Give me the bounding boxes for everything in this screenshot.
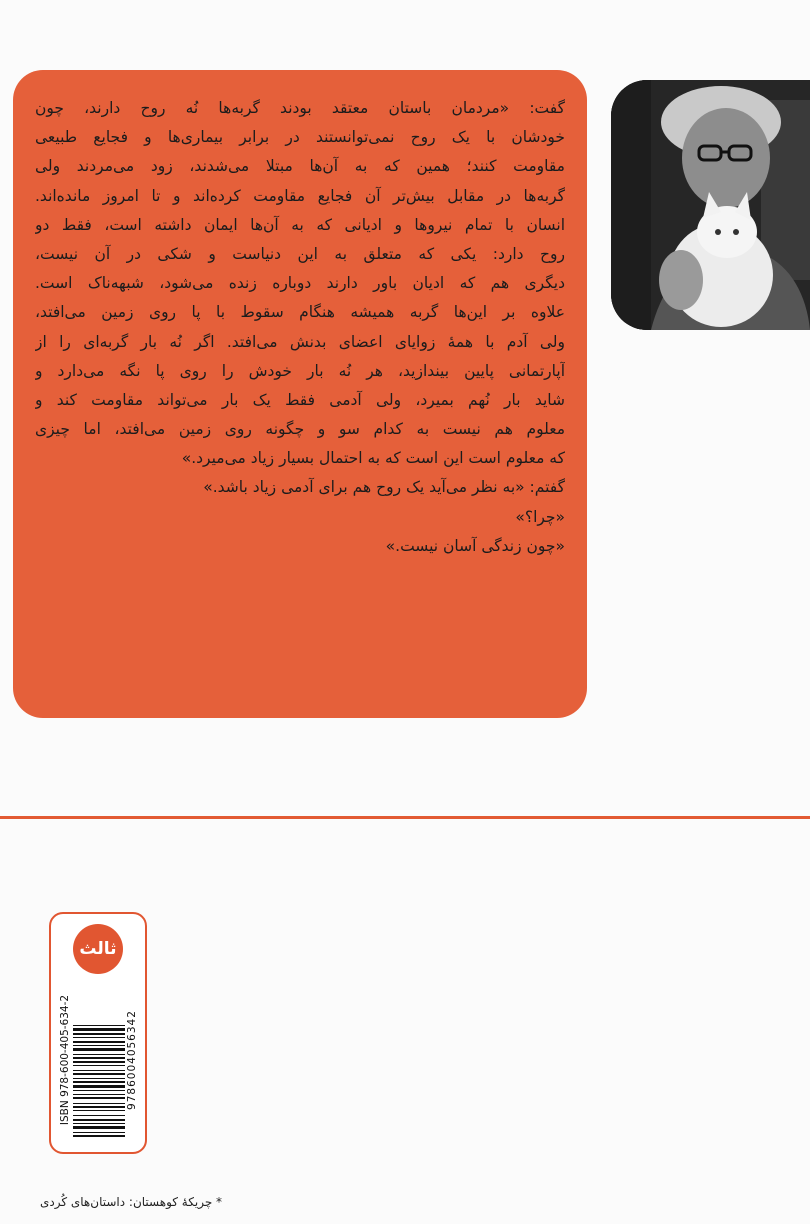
quote-line: «چون زندگی آسان نیست.» (385, 536, 565, 555)
quote-line: گفت: «مردمان باستان معتقد بودند گربه‌ها نُه روح دارند، چون (35, 99, 565, 117)
barcode-bar (73, 1037, 125, 1038)
quote-line: دیگری هم که ادیان باور دارند دوباره زنده می‌شود، شبهه‌ناک است. (35, 274, 565, 293)
barcode-bar (73, 1054, 125, 1055)
barcode-box (49, 912, 147, 1154)
barcode-bar (73, 1119, 125, 1121)
author-with-cat-illustration (611, 80, 810, 330)
barcode-bar (73, 1110, 125, 1111)
barcode-bar (73, 1065, 125, 1066)
barcode-bar (73, 1135, 125, 1137)
quote-line: روح دارد: یکی که متعلق به این دنیاست و شکی در آن نیست، (35, 244, 565, 263)
barcode-bar (73, 1078, 125, 1079)
barcode-bar (73, 1106, 125, 1108)
quote-box (13, 70, 587, 718)
quote-line: خودشان با یک روح نمی‌توانستند در برابر بیماری‌ها و فجایع طبیعی (35, 128, 565, 147)
barcode-bar (73, 1115, 125, 1116)
barcode (59, 979, 139, 1141)
barcode-bar (73, 1081, 125, 1083)
barcode-bars (73, 979, 125, 1141)
barcode-bar (73, 1103, 125, 1104)
barcode-bar (73, 1123, 125, 1124)
quote-line: انسان با تمام نیروها و ادیانی که به آن‌ها ایمان داشته است، فقط دو (35, 215, 565, 234)
isbn-text: ISBN 978-600-405-634-2 (59, 994, 71, 1126)
barcode-bar (73, 1061, 125, 1063)
barcode-bar (73, 1048, 125, 1051)
barcode-bar (73, 1097, 125, 1099)
quote-line: شاید بار نُهم بمیرد، ولی آدمی فقط یک بار می‌تواند مقاومت کند و (35, 390, 565, 409)
barcode-bar (73, 1041, 125, 1043)
barcode-bar (73, 1094, 125, 1095)
barcode-bar (73, 1025, 125, 1026)
barcode-bar (73, 1085, 125, 1088)
barcode-bar (73, 1090, 125, 1091)
divider-line (0, 816, 810, 819)
quote-line: علاوه بر این‌ها گربه همیشه هنگام سقوط با پا روی زمین می‌افتد، (35, 303, 565, 322)
quote-line: «چرا؟» (515, 507, 565, 526)
barcode-bar (73, 1126, 125, 1129)
quote-line: مقاومت کنند؛ همین که به آن‌ها مبتلا می‌شدند، زود می‌مردند ولی (35, 157, 565, 176)
series-note: * چریکهٔ کوهستان: داستان‌های کُردی (40, 1195, 223, 1209)
publisher-logo-text: ثالث (79, 939, 117, 959)
quote-line: گربه‌ها در مقابل بیش‌تر آن فجایع مقاومت کرده‌اند و تا امروز مانده‌اند. (35, 186, 565, 205)
quote-line: آپارتمانی پایین بیندازید، هر نُه بار خودش را روی پا نگه می‌دارد و (35, 361, 565, 380)
barcode-bar (73, 1045, 125, 1046)
barcode-bar (73, 1132, 125, 1133)
quote-line: ولی آدم با همهٔ زوایای اعضای بدنش می‌افتد. اگر نُه بار گربه‌ای را از (35, 332, 565, 351)
quote-line: معلوم هم نیست به کدام سو و چگونه روی زمین می‌افتد، اما چیزی (35, 420, 565, 439)
quote-line: که معلوم است این است که به احتمال بسیار زیاد می‌میرد.» (181, 449, 565, 468)
publisher-logo (73, 924, 123, 974)
quote-line: گفتم: «به نظر می‌آید یک روح هم برای آدمی زیاد باشد.» (203, 478, 565, 497)
barcode-bar (73, 1057, 125, 1059)
barcode-bar (73, 1070, 125, 1071)
barcode-bar (73, 1073, 125, 1075)
barcode-bar (73, 1033, 125, 1035)
barcode-bar (73, 1028, 125, 1031)
author-photo (611, 80, 810, 330)
barcode-number: 9786004056342 (126, 1010, 138, 1110)
